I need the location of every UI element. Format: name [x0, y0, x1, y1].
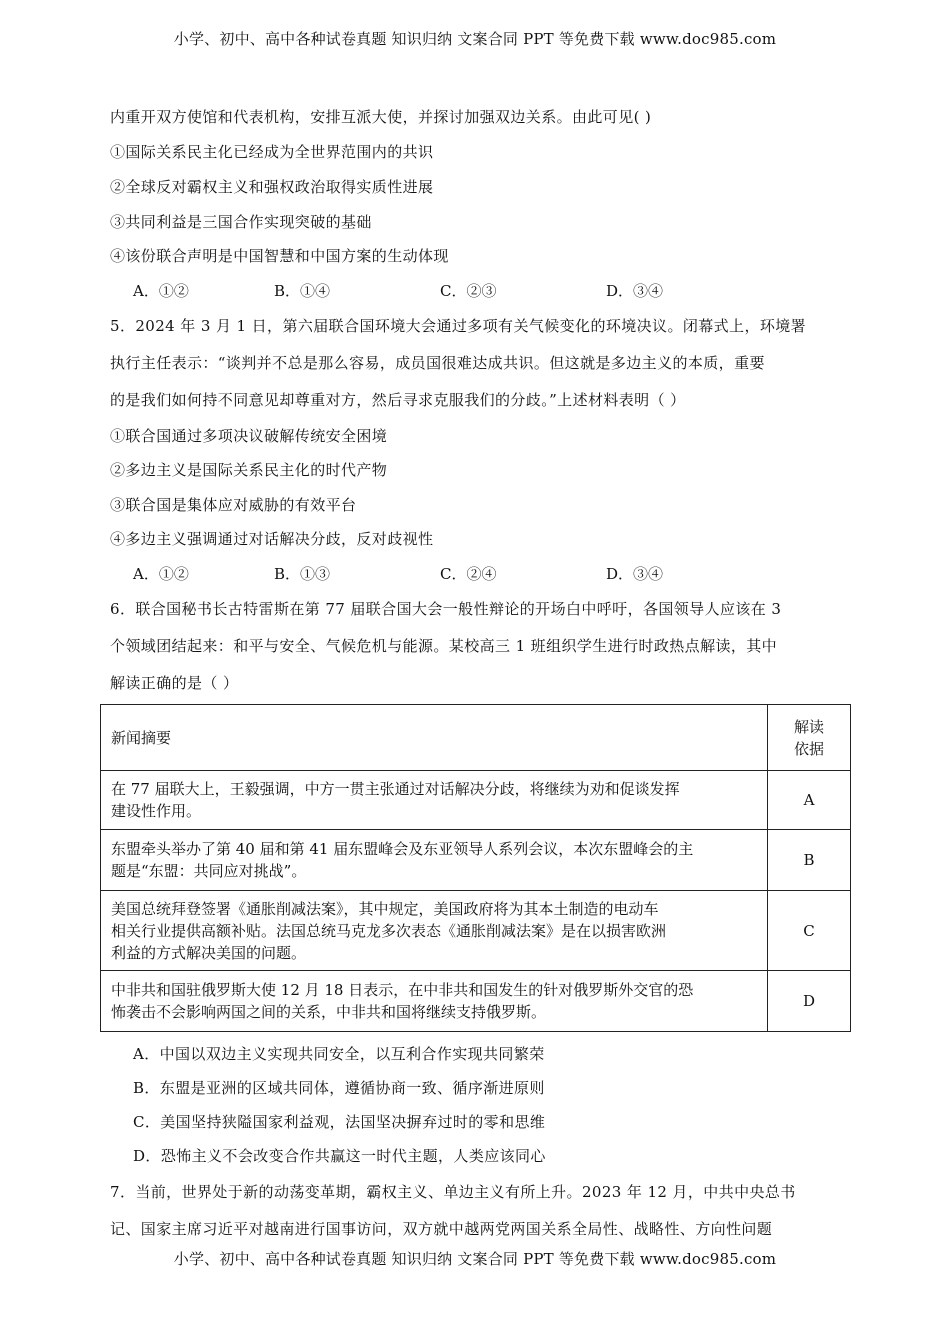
news-line: 相关行业提供高额补贴。法国总统马克龙多次表态《通胀削减法案》是在以损害欧洲 — [111, 921, 667, 940]
header-basis-line-2: 依据 — [793, 739, 824, 758]
q5-option-a: A．①② — [133, 565, 189, 583]
q4-option-b: B．①④ — [274, 282, 331, 300]
q4-statement-4: ④该份联合声明是中国智慧和中国方案的生动体现 — [110, 247, 449, 265]
news-line: 中非共和国驻俄罗斯大使 12 月 18 日表示，在中非共和国发生的针对俄罗斯外交官的恐 — [111, 981, 694, 999]
news-line: 怖袭击不会影响两国之间的关系，中非共和国将继续支持俄罗斯。 — [111, 1003, 547, 1021]
table-header-row — [101, 705, 851, 771]
q5-stem-line-3: 的是我们如何持不同意见却尊重对方，然后寻求克服我们的分歧。”上述材料表明（ ） — [110, 391, 686, 409]
q5-option-d: D．③④ — [606, 565, 664, 583]
q5-statement-2: ②多边主义是国际关系民主化的时代产物 — [110, 461, 388, 479]
q4-stem: 内重开双方使馆和代表机构，安排互派大使，并探讨加强双边关系。由此可见( ) — [110, 108, 652, 126]
q6-choice-c: C．美国坚持狭隘国家利益观，法国坚决摒弃过时的零和思维 — [133, 1113, 546, 1131]
basis-cell: D — [768, 971, 851, 1032]
q5-statement-3: ③联合国是集体应对威胁的有效平台 — [110, 496, 357, 514]
q5-stem-line-2: 执行主任表示：“谈判并不总是那么容易，成员国很难达成共识。但这就是多边主义的本质，重要 — [110, 354, 765, 372]
q4-option-a: A．①② — [133, 282, 189, 300]
news-line: 利益的方式解决美国的问题。 — [111, 943, 307, 962]
news-line: 东盟牵头举办了第 40 届和第 41 届东盟峰会及东亚领导人系列会议，本次东盟峰会的主 — [111, 840, 694, 858]
q4-option-d: D．③④ — [606, 282, 664, 300]
q6-stem-line-1: 6．联合国秘书长古特雷斯在第 77 届联合国大会一般性辩论的开场白中呼吁，各国领导人应该在 3 — [110, 600, 782, 618]
q7-stem-line-2: 记、国家主席习近平对越南进行国事访问，双方就中越两党两国关系全局性、战略性、方向性问题 — [110, 1220, 773, 1238]
news-line: 建设性作用。 — [111, 802, 202, 820]
q6-choice-d: D．恐怖主义不会改变合作共赢这一时代主题，人类应该同心 — [133, 1147, 546, 1165]
news-cell — [101, 771, 768, 830]
page-footer: 小学、初中、高中各种试卷真题 知识归纳 文案合同 PPT 等免费下载 www.doc985.com — [173, 1250, 777, 1268]
q6-choice-b: B．东盟是亚洲的区域共同体，遵循协商一致、循序渐进原则 — [133, 1079, 545, 1097]
table-row — [101, 891, 851, 971]
q4-statement-3: ③共同利益是三国合作实现突破的基础 — [110, 213, 372, 231]
q6-stem-line-3: 解读正确的是（ ） — [110, 674, 239, 692]
news-cell — [101, 891, 768, 971]
q5-statement-1: ①联合国通过多项决议破解传统安全困境 — [110, 427, 388, 445]
q5-option-b: B．①③ — [274, 565, 331, 583]
news-line: 美国总统拜登签署《通胀削减法案》，其中规定，美国政府将为其本土制造的电动车 — [111, 899, 659, 918]
basis-cell: B — [768, 830, 851, 891]
table-row — [101, 971, 851, 1032]
header-basis-line-1: 解读 — [793, 717, 824, 736]
q5-statement-4: ④多边主义强调通过对话解决分歧，反对歧视性 — [110, 530, 434, 548]
header-news-summary: 新闻摘要 — [101, 705, 768, 771]
basis-cell: A — [768, 771, 851, 830]
news-line: 题是“东盟：共同应对挑战”。 — [111, 862, 307, 880]
q7-stem-line-1: 7．当前，世界处于新的动荡变革期，霸权主义、单边主义有所上升。2023 年 12 月，中共中央总书 — [110, 1183, 796, 1201]
q5-option-c: C．②④ — [440, 565, 497, 583]
news-table — [100, 704, 851, 1032]
header-basis — [768, 705, 851, 771]
q4-statement-2: ②全球反对霸权主义和强权政治取得实质性进展 — [110, 178, 434, 196]
q4-option-c: C．②③ — [440, 282, 497, 300]
table-row — [101, 830, 851, 891]
page-header: 小学、初中、高中各种试卷真题 知识归纳 文案合同 PPT 等免费下载 www.doc985.com — [173, 30, 777, 48]
q5-stem-line-1: 5．2024 年 3 月 1 日，第六届联合国环境大会通过多项有关气候变化的环境决议。闭幕式上，环境署 — [110, 317, 807, 335]
q4-statement-1: ①国际关系民主化已经成为全世界范围内的共识 — [110, 143, 434, 161]
news-cell — [101, 971, 768, 1032]
table-row — [101, 771, 851, 830]
news-cell — [101, 830, 768, 891]
q6-choice-a: A．中国以双边主义实现共同安全，以互利合作实现共同繁荣 — [133, 1045, 545, 1063]
basis-cell: C — [768, 891, 851, 971]
q6-stem-line-2: 个领域团结起来：和平与安全、气候危机与能源。某校高三 1 班组织学生进行时政热点解读，其中 — [110, 637, 778, 655]
news-line: 在 77 届联大上，王毅强调，中方一贯主张通过对话解决分歧，将继续为劝和促谈发挥 — [111, 780, 680, 798]
